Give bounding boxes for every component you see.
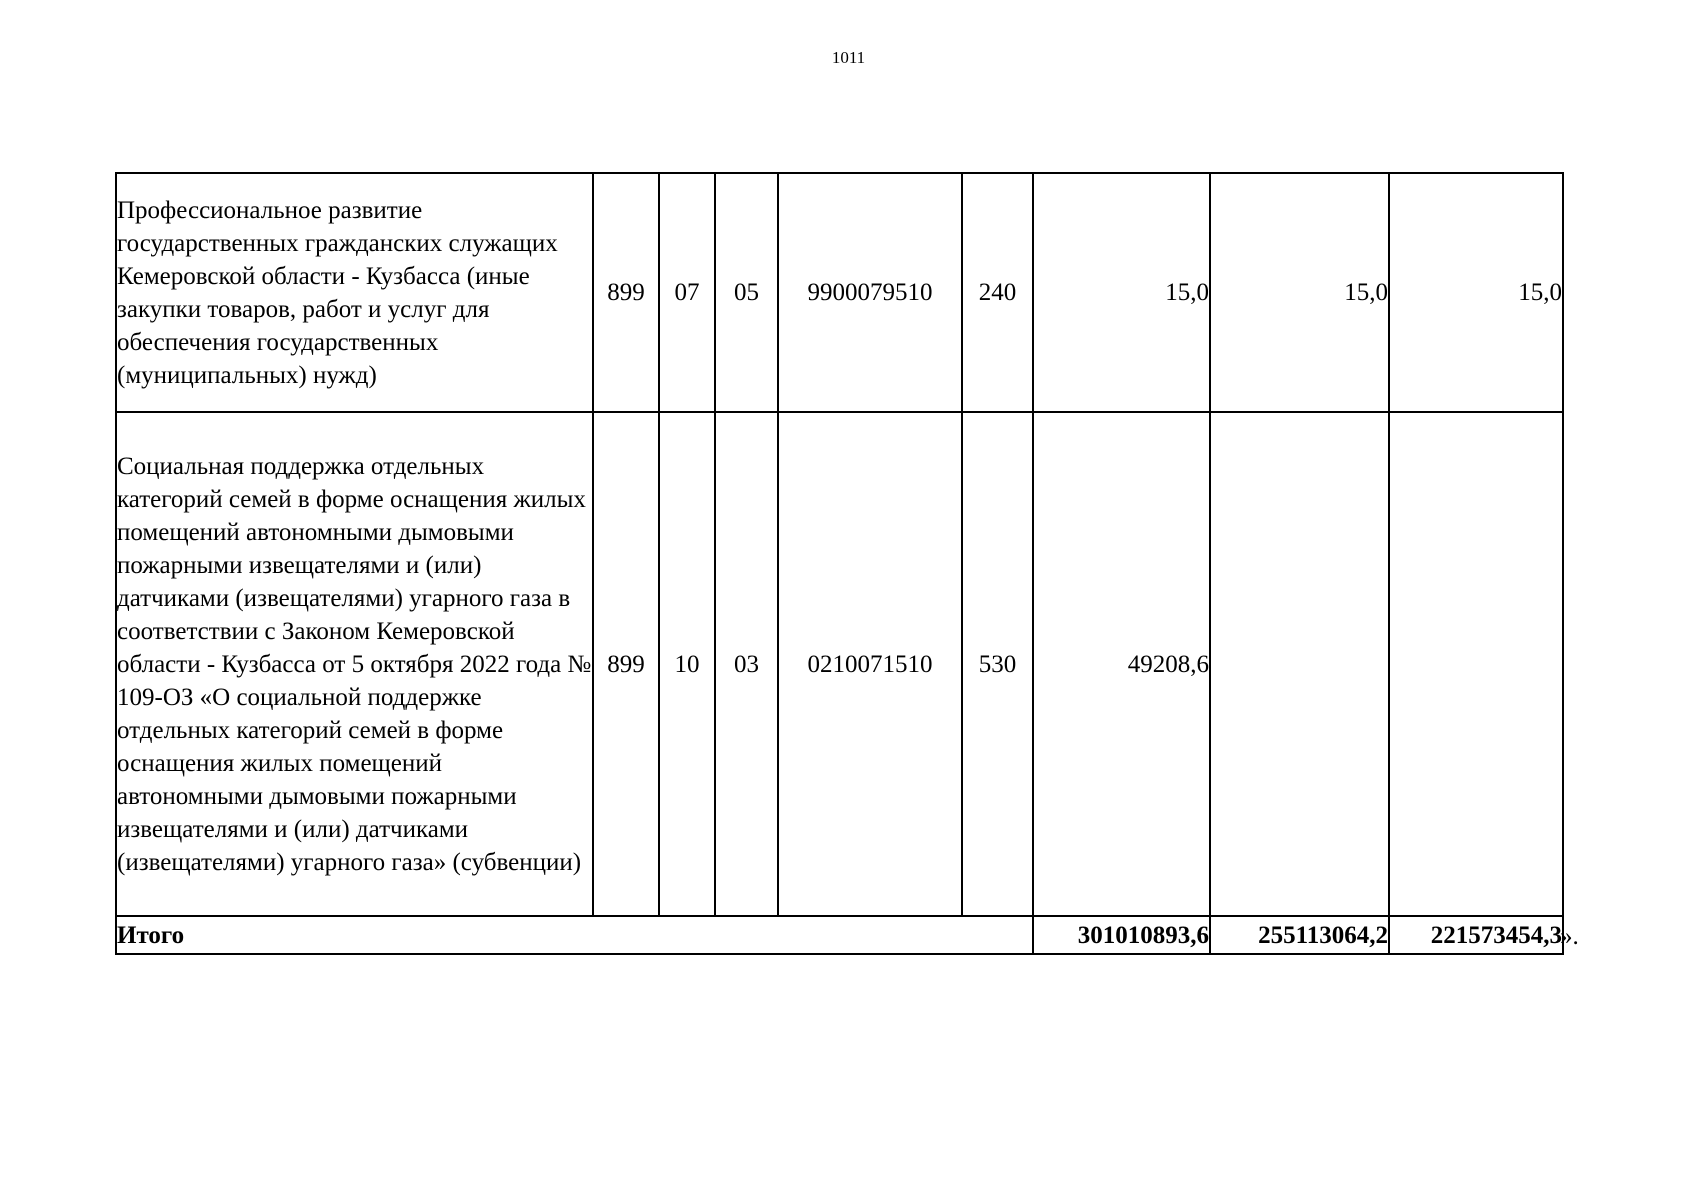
total-row — [116, 916, 1563, 954]
expense-type-code: 530 — [962, 412, 1033, 916]
total-label: Итого — [116, 916, 1033, 954]
amount-year3: 15,0 — [1389, 173, 1563, 412]
subsection-code: 03 — [715, 412, 778, 916]
section-code: 10 — [659, 412, 715, 916]
amount-year3 — [1389, 412, 1563, 916]
ministry-code: 899 — [593, 173, 659, 412]
target-article-code: 0210071510 — [778, 412, 962, 916]
closing-quote-mark: ». — [1560, 923, 1579, 950]
budget-table — [115, 172, 1564, 955]
amount-year2: 15,0 — [1210, 173, 1389, 412]
expense-type-code: 240 — [962, 173, 1033, 412]
row-description: Профессиональное развитие государственных гражданских служащих Кемеровской области - Кузбасса (иные закупки товаров, работ и услуг для обеспечения государственных (муниципальных) нужд) — [116, 173, 593, 412]
section-code: 07 — [659, 173, 715, 412]
total-year2: 255113064,2 — [1210, 916, 1389, 954]
table-row — [116, 173, 1563, 412]
total-year1: 301010893,6 — [1033, 916, 1210, 954]
amount-year1: 49208,6 — [1033, 412, 1210, 916]
table-row — [116, 412, 1563, 916]
subsection-code: 05 — [715, 173, 778, 412]
amount-year2 — [1210, 412, 1389, 916]
amount-year1: 15,0 — [1033, 173, 1210, 412]
total-year3: 221573454,3 — [1389, 916, 1563, 954]
page-number: 1011 — [831, 48, 866, 67]
row-description: Социальная поддержка отдельных категорий семей в форме оснащения жилых помещений автономными дымовыми пожарными извещателями и (или) датчиками (извещателями) угарного газа в соответствии с Законом Кемеровской области - Кузбасса от 5 октября 2022 года № 109-ОЗ «О социальной поддержке отдельных категорий семей в форме оснащения жилых помещений автономными дымовыми пожарными извещателями и (или) датчиками (извещателями) угарного газа» (субвенции) — [116, 412, 593, 916]
ministry-code: 899 — [593, 412, 659, 916]
target-article-code: 9900079510 — [778, 173, 962, 412]
